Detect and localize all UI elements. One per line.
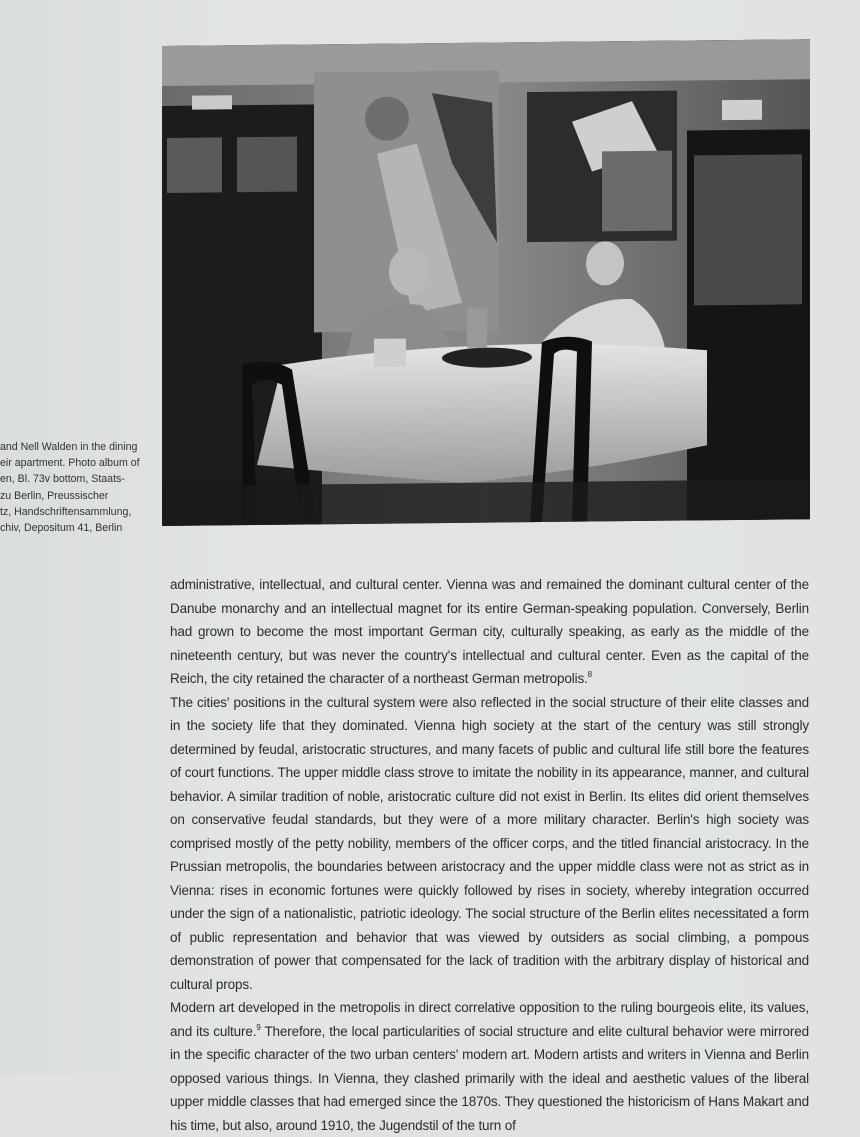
paragraph: [170, 996, 809, 1137]
paragraph-text: Therefore, the local particularities of social structure and elite cultural behavior were mirrored in the specific character of the two urban centers' modern art. Modern artists and writers in Vienna and Berlin opposed various things. In Vienna, they clashed primarily with the ideal and aesthetic values of the liberal upper middle classes that had emerged since the 1870s. They questioned the historicism of Hans Makart and his time, but also, around 1910, the Jugendstil of the turn of: [170, 1023, 809, 1133]
caption-line: and Nell Walden in the dining: [0, 441, 138, 453]
paragraph-text: Modern art developed in the metropolis in direct correlative opposition to the ruling bourgeois elite, its values, and its culture.: [170, 1000, 809, 1039]
body-text: [170, 573, 809, 1137]
figure-caption: [0, 439, 141, 536]
photo-image: [162, 39, 810, 526]
caption-line: en, Bl. 73v bottom, Staats-: [0, 473, 125, 486]
footnote-ref: 9: [256, 1022, 261, 1032]
caption-line: zu Berlin, Preussischer: [0, 489, 109, 502]
caption-line: eir apartment. Photo album of: [0, 457, 140, 470]
paragraph-text: The cities' positions in the cultural system were also reflected in the social structure of their elite classes and in the society life that they dominated. Vienna high society at the start of the century was still strongly determined by feudal, aristocratic structures, and many facets of public and cultural life still bore the features of court functions. The upper middle class strove to imitate the nobility in its appearance, manner, and cultural behavior. A similar tradition of noble, aristocratic culture did not exist in Berlin. Its elites did orient themselves on conservative feudal standards, but they were of a more military character. Berlin's high society was comprised mostly of the petty nobility, members of the officer corps, and the titled financial aristocracy. In the Prussian metropolis, the boundaries between aristocracy and the upper middle class were not as strict as in Vienna: rises in economic fortunes were quickly followed by rises in society, whereby integration occurred under the sign of a nationalistic, patriotic ideology. The social structure of the Berlin elites necessitated a form of public representation and behavior that was viewed by outsiders as social climbing, a pompous demonstration of power that compensated for the lack of tradition with the arbitrary display of historical and cultural props.: [170, 694, 809, 992]
caption-line: chiv, Depositum 41, Berlin: [0, 522, 123, 535]
paragraph: [170, 573, 809, 691]
photograph-dining-room: [162, 39, 810, 526]
paragraph: [170, 691, 809, 997]
caption-line: tz, Handschriftensammlung,: [0, 505, 132, 518]
paragraph-text: administrative, intellectual, and cultural center. Vienna was and remained the dominant cultural center of the Danube monarchy and an intellectual magnet for its entire German-speaking population. Conversely, Berlin had grown to become the most important German city, culturally speaking, as early as the middle of the nineteenth century, but was never the country's intellectual and cultural center. Even as the capital of the Reich, the city retained the character of a northeast German metropolis.: [170, 577, 809, 686]
footnote-ref: 8: [587, 670, 592, 679]
